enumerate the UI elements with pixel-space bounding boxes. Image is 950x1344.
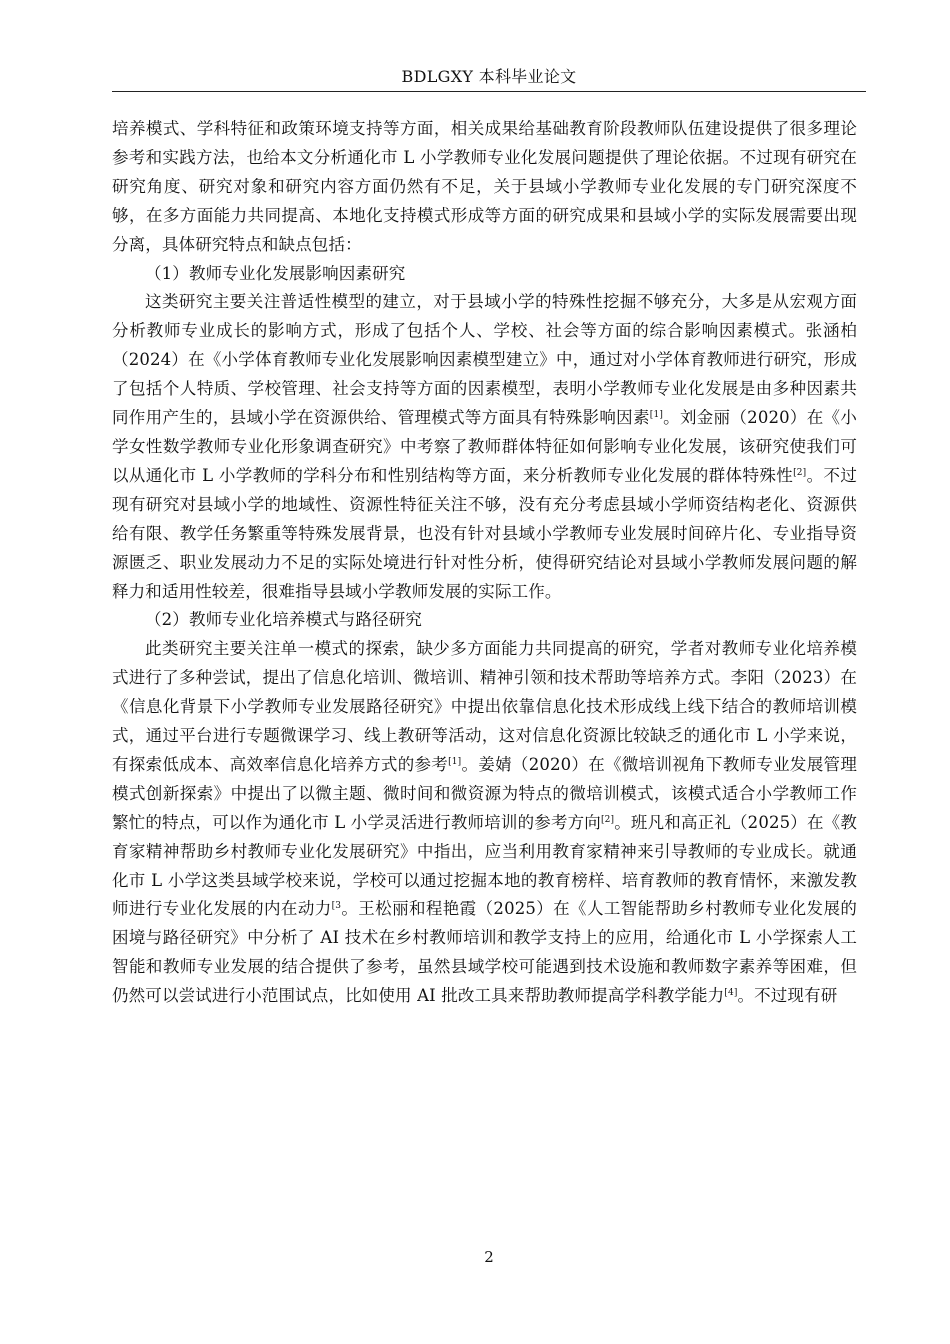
- paragraph-text: 。王松丽和程艳霞（2025）在《人工智能帮助乡村教师专业化发展的困境与路径研究》中分析了 AI 技术在乡村教师培训和教学支持上的应用，给通化市 L 小学探索人工智能和教师专业发展的结合提供了参考，虽然县域学校可能遇到技术设施和教师数字素养等困难，但仍然可以尝试进行小范围试点，比如使用 AI 批改工具来帮助教师提高学科教学能力: [112, 899, 857, 1006]
- paragraph-text: 培养模式、学科特征和政策环境支持等方面，相关成果给基础教育阶段教师队伍建设提供了很多理论参考和实践方法，也给本文分析通化市 L 小学教师专业化发展问题提供了理论依据。不过现有研究在研究角度、研究对象和研究内容方面仍然有不足，关于县域小学教师专业化发展的专门研究深度不够，在多方面能力共同提高、本地化支持模式形成等方面的研究成果和县域小学的实际发展需要出现分离，具体研究特点和缺点包括：: [112, 119, 857, 254]
- body-paragraph: [112, 635, 857, 1011]
- paragraph-text: 。班凡和高正礼（2025）在《教育家精神帮助乡村教师专业化发展研究》中指出，应当利用教育家精神来引导教师的专业成长。就通化市 L 小学这类县域学校来说，学校可以通过挖掘本地的教育榜样、培育教师的教育情怀，来激发教师进行专业化发展的内在动力: [112, 812, 857, 919]
- paragraph-text: （2）教师专业化培养模式与路径研究: [145, 610, 423, 630]
- section-subheading: [112, 606, 857, 635]
- citation-marker: [2]: [601, 814, 615, 825]
- body-paragraph: [112, 288, 857, 606]
- running-header: BDLGXY 本科毕业论文: [401, 67, 577, 86]
- paragraph-text: （1）教师专业化发展影响因素研究: [145, 263, 406, 283]
- paragraph-text: 。刘金丽（2020）在《小学女性数学教师专业化形象调查研究》中考察了教师群体特征如何影响专业化发展，该研究使我们可以从通化市 L 小学教师的学科分布和性别结构等方面，来分析教师专业化发展的群体特殊性: [112, 408, 857, 485]
- citation-marker: [1]: [649, 410, 663, 421]
- citation-marker: [2]: [793, 467, 807, 478]
- paragraph-text: 这类研究主要关注普适性模型的建立，对于县域小学的特殊性挖掘不够充分，大多是从宏观方面分析教师专业成长的影响方式，形成了包括个人、学校、社会等方面的综合影响因素模式。张涵柏（2024）在《小学体育教师专业化发展影响因素模型建立》中，通过对小学体育教师进行研究，形成了包括个人特质、学校管理、社会支持等方面的因素模型，表明小学教师专业化发展是由多种因素共同作用产生的，县域小学在资源供给、管理模式等方面具有特殊影响因素: [112, 292, 857, 428]
- citation-marker: [4]: [724, 988, 738, 999]
- section-subheading: [112, 260, 857, 289]
- header-rule: [112, 91, 866, 92]
- citation-marker: [3: [331, 901, 342, 912]
- paragraph-text: 。不过现有研究对县域小学的地域性、资源性特征关注不够，没有充分考虑县域小学师资结构老化、资源供给有限、教学任务繁重等特殊发展背景，也没有针对县域小学教师专业发展时间碎片化、专业指导资源匮乏、职业发展动力不足的实际处境进行针对性分析，使得研究结论对县域小学教师发展问题的解释力和适用性较差，很难指导县域小学教师发展的实际工作。: [112, 465, 858, 601]
- paragraph-text: 。姜婧（2020）在《微培训视角下教师专业发展管理模式创新探索》中提出了以微主题、微时间和微资源为特点的微培训模式，该模式适合小学教师工作繁忙的特点，可以作为通化市 L 小学灵活进行教师培训的参考方向: [112, 754, 857, 832]
- body-text: [112, 115, 857, 1011]
- body-paragraph: [112, 115, 857, 260]
- paragraph-text: 。不过现有研: [737, 986, 838, 1006]
- citation-marker: [1]: [448, 756, 462, 767]
- paragraph-text: 此类研究主要关注单一模式的探索，缺少多方面能力共同提高的研究，学者对教师专业化培养模式进行了多种尝试，提出了信息化培训、微培训、精神引领和技术帮助等培养方式。李阳（2023）在《信息化背景下小学教师专业发展路径研究》中提出依靠信息化技术形成线上线下结合的教师培训模式，通过平台进行专题微课学习、线上教研等活动，这对信息化资源比较缺乏的通化市 L 小学来说，有探索低成本、高效率信息化培养方式的参考: [112, 639, 857, 774]
- page-number: 2: [484, 1248, 494, 1266]
